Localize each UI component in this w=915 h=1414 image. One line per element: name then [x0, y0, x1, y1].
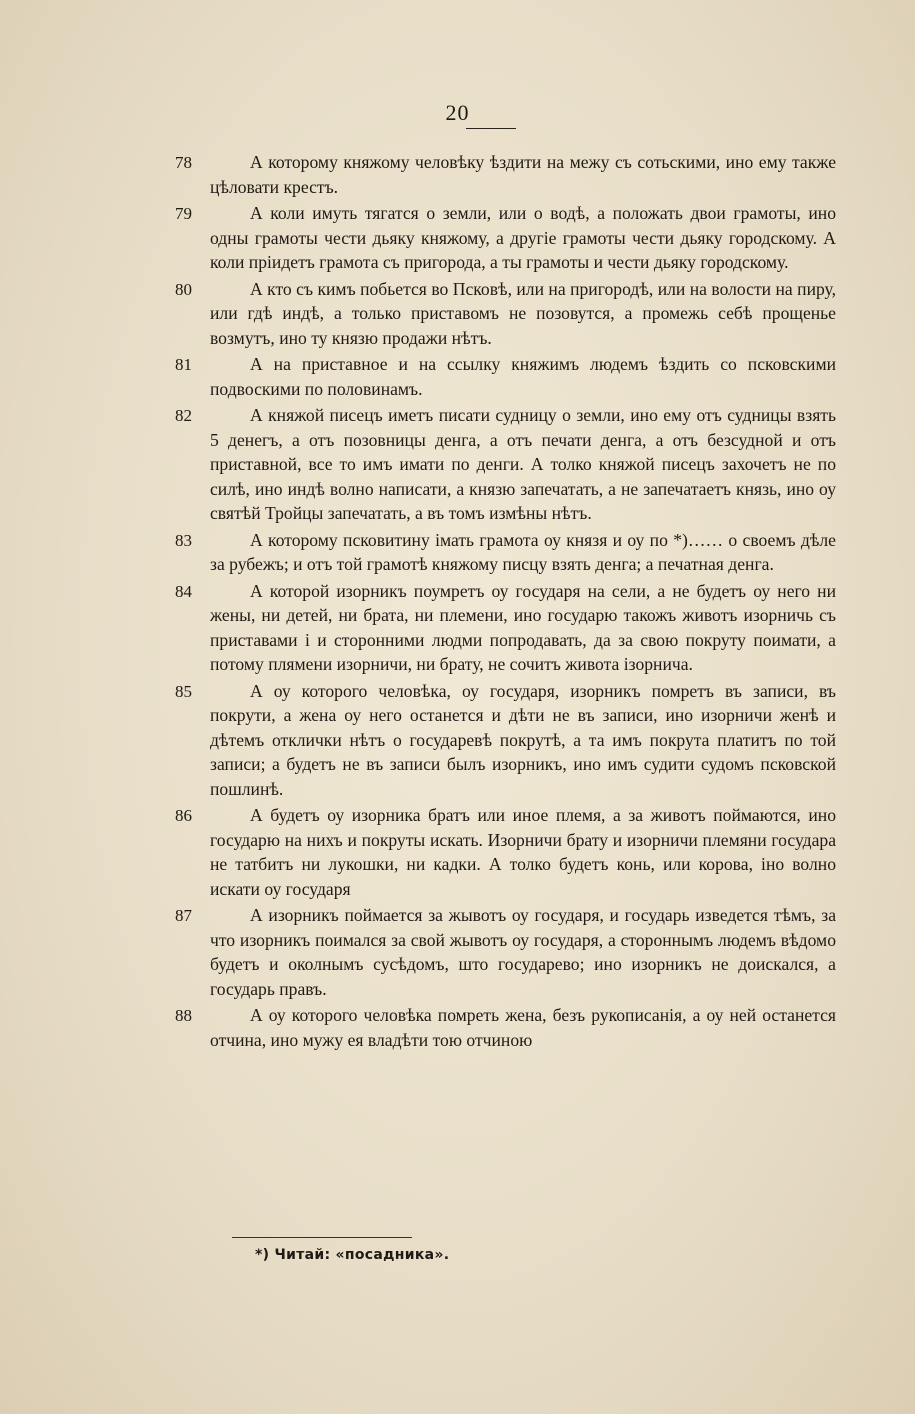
article-85: [0, 679, 915, 802]
article-text: А оу которого человѣка, оу государя, изорникъ помретъ въ записи, въ покрути, а жена оу него останется и дѣти не въ записи, ино изорничи женѣ и дѣтемъ отклички нѣтъ о государевѣ покрутѣ, а та имъ покрута платитъ по той записи; а будетъ не въ записи былъ изорникъ, ино имъ судити судомъ псковской пошлинѣ.: [210, 680, 836, 799]
article-number: 87: [175, 906, 192, 925]
article-text: А кто съ кимъ побьется во Псковѣ, или на пригородѣ, или на волости на пиру, или гдѣ индѣ, а только приставомъ не позовутся, а промежь себѣ прощенье возмутъ, ино ту князю продажи нѣтъ.: [210, 278, 836, 348]
article-80: [0, 277, 915, 351]
article-text: А которому княжому человѣку ѣздити на межу съ сотьскими, ино ему также цѣловати крестъ.: [210, 152, 836, 197]
article-number: 81: [175, 355, 192, 374]
page-number: 20: [445, 100, 470, 125]
article-82: [0, 403, 915, 526]
article-86: [0, 803, 915, 901]
article-number: 80: [175, 279, 192, 299]
article-number: 78: [175, 153, 192, 172]
article-number: 88: [175, 1006, 192, 1025]
page-number-underline: [466, 128, 516, 129]
article-number: 83: [175, 530, 192, 550]
article-83: [0, 528, 915, 577]
article-number: 79: [175, 204, 192, 223]
article-text: А княжой писецъ иметъ писати судницу о земли, ино ему отъ судницы взять 5 денегъ, а отъ позовницы денга, а отъ печати денга, а отъ безсудной и отъ приставной, все то имъ имати по денги. А толко княжой писецъ захочетъ не по силѣ, ино индѣ волно написати, а князю запечатать, а не запечатаетъ князь, ино оу святѣй Тройцы запечатать, а въ томъ измѣны нѣтъ.: [210, 405, 836, 523]
article-text: А коли имуть тягатся о земли, или о водѣ, а положать двои грамоты, ино одны грамоты чести дьяку княжому, а другіе грамоты чести дьяку городскому. А коли пріидетъ грамота съ пригорода, а ты грамоты и чести дьяку городскому.: [210, 203, 836, 272]
article-text: А которому псковитину імать грамота оу князя и оу по *)…… о своемъ дѣле за рубежъ; и отъ той грамотѣ княжому писцу взять денга; а печатная денга.: [210, 529, 836, 574]
article-81: [0, 352, 915, 401]
article-list: [0, 150, 915, 1054]
article-number: 82: [175, 406, 192, 425]
article-78: [0, 150, 915, 199]
article-number: 84: [175, 581, 192, 601]
article-number: 86: [175, 806, 192, 825]
article-text: А оу которого человѣка помреть жена, безъ рукописанія, а оу ней останется отчина, ино мужу ея владѣти тою отчиною: [210, 1005, 836, 1050]
article-text: А изорникъ поймается за жывотъ оу государя, и государь изведется тѣмъ, за что изорникъ поимался за свой жывотъ оу государя, а стороннымъ людемъ вѣдомо будетъ и околнымъ сусѣдомъ, што государево; ино изорникъ не доискался, а государь правъ.: [210, 905, 836, 999]
article-79: [0, 201, 915, 275]
footnote-divider: [232, 1237, 412, 1238]
article-number: 85: [175, 681, 192, 701]
article-text: А которой изорникъ поумретъ оу государя на сели, а не будетъ оу него ни жены, ни детей, ни брата, ни племени, ино государю такожъ животъ изорничь съ приставами і и сторонними людми попродавать, да за свою покруту поимати, а потому плямени изорничи, ни брату, не сочитъ живота ізорнича.: [210, 580, 836, 674]
article-text: А на приставное и на ссылку княжимъ людемъ ѣздить со псковскими подвоскими по половинамъ.: [210, 354, 836, 399]
article-88: [0, 1003, 915, 1052]
footnote: *) Читай: «посадника».: [255, 1247, 450, 1263]
article-87: [0, 903, 915, 1001]
article-84: [0, 579, 915, 677]
article-text: А будетъ оу изорника братъ или иное племя, а за животъ поймаются, ино государю на нихъ и покруты искать. Изорничи брату и изорничи племяни государа не татбитъ ни лукошки, ни кадки. А толко будетъ конь, или корова, іно волно искати оу государя: [210, 805, 836, 899]
